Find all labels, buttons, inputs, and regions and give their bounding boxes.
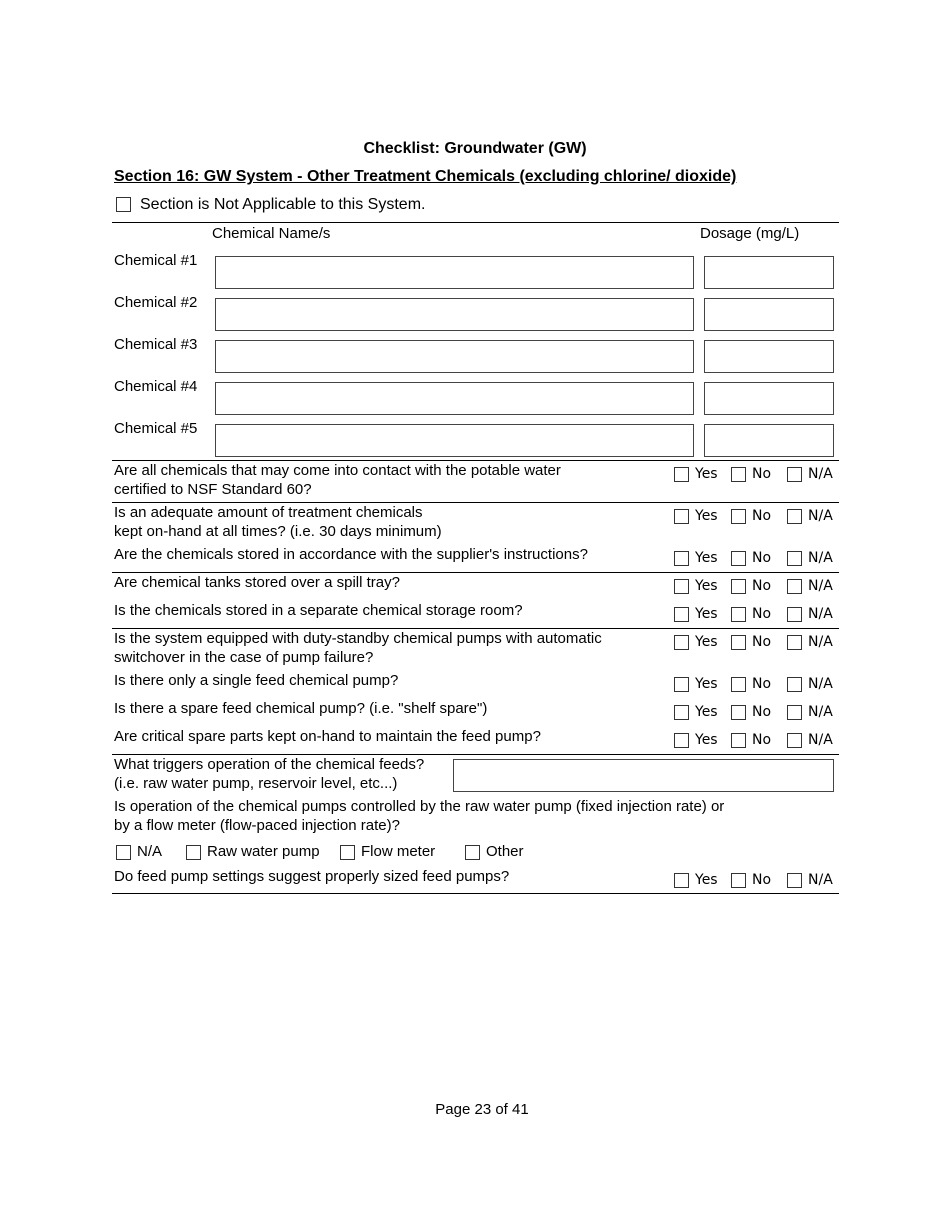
yes-no-na-group <box>674 578 844 596</box>
question-duty-standby-pumps: Is the system equipped with duty-standby chemical pumps with automatic switchover in the case of pump failure? <box>114 630 602 666</box>
no-checkbox[interactable] <box>731 705 746 720</box>
na-option[interactable]: N/A <box>787 676 833 692</box>
yes-option[interactable]: Yes <box>674 704 718 720</box>
question-nsf-certified: Are all chemicals that may come into contact with the potable water certified to NSF Standard 60? <box>114 462 561 498</box>
chemical-label: Chemical #5 <box>114 420 198 437</box>
dosage-input[interactable] <box>704 256 834 289</box>
na-option[interactable]: N/A <box>787 508 833 524</box>
no-option[interactable]: No <box>731 872 771 888</box>
chemical-label: Chemical #1 <box>114 252 198 269</box>
chemical-name-input[interactable] <box>215 382 694 415</box>
yes-no-na-group <box>674 872 844 890</box>
na-checkbox[interactable] <box>787 635 802 650</box>
na-option[interactable]: N/A <box>787 550 833 566</box>
no-checkbox[interactable] <box>731 579 746 594</box>
no-checkbox[interactable] <box>731 607 746 622</box>
yes-no-na-group <box>674 704 844 722</box>
question-spare-feed-pump: Is there a spare feed chemical pump? (i.e. "shelf spare") <box>114 700 488 717</box>
na-checkbox[interactable] <box>787 551 802 566</box>
no-option[interactable]: No <box>731 676 771 692</box>
no-option[interactable]: No <box>731 550 771 566</box>
chemical-label: Chemical #3 <box>114 336 198 353</box>
question-separate-storage-room: Is the chemicals stored in a separate chemical storage room? <box>114 602 523 619</box>
yes-option[interactable]: Yes <box>674 634 718 650</box>
yes-option[interactable]: Yes <box>674 578 718 594</box>
dosage-input[interactable] <box>704 382 834 415</box>
yes-checkbox[interactable] <box>674 873 689 888</box>
yes-checkbox[interactable] <box>674 607 689 622</box>
checkbox[interactable] <box>186 845 201 860</box>
checkbox[interactable] <box>465 845 480 860</box>
divider <box>112 893 839 894</box>
no-checkbox[interactable] <box>731 551 746 566</box>
chemical-name-header: Chemical Name/s <box>212 225 331 242</box>
yes-no-na-group <box>674 606 844 624</box>
yes-no-na-group <box>674 732 844 750</box>
control-option-flow-meter[interactable]: Flow meter <box>340 843 435 860</box>
control-option-other[interactable]: Other <box>465 843 524 860</box>
no-option[interactable]: No <box>731 606 771 622</box>
question-adequate-amount: Is an adequate amount of treatment chemicals kept on-hand at all times? (i.e. 30 days minimum) <box>114 504 442 540</box>
dosage-input[interactable] <box>704 340 834 373</box>
question-spill-tray: Are chemical tanks stored over a spill tray? <box>114 574 400 591</box>
yes-checkbox[interactable] <box>674 579 689 594</box>
yes-no-na-group <box>674 550 844 568</box>
dosage-header: Dosage (mg/L) <box>700 225 800 242</box>
no-checkbox[interactable] <box>731 677 746 692</box>
na-option[interactable]: N/A <box>787 732 833 748</box>
na-option[interactable]: N/A <box>787 578 833 594</box>
checkbox[interactable] <box>116 845 131 860</box>
no-checkbox[interactable] <box>731 873 746 888</box>
no-option[interactable]: No <box>731 634 771 650</box>
divider <box>112 222 839 223</box>
na-option[interactable]: N/A <box>787 704 833 720</box>
control-option-raw-water-pump[interactable]: Raw water pump <box>186 843 320 860</box>
yes-checkbox[interactable] <box>674 677 689 692</box>
no-checkbox[interactable] <box>731 509 746 524</box>
na-checkbox[interactable] <box>787 509 802 524</box>
yes-no-na-group <box>674 508 844 526</box>
checkbox[interactable] <box>340 845 355 860</box>
not-applicable-row <box>116 196 425 216</box>
yes-checkbox[interactable] <box>674 509 689 524</box>
question-critical-spare-parts: Are critical spare parts kept on-hand to maintain the feed pump? <box>114 728 541 745</box>
dosage-input[interactable] <box>704 424 834 457</box>
na-option[interactable]: N/A <box>787 466 833 482</box>
no-option[interactable]: No <box>731 466 771 482</box>
yes-option[interactable]: Yes <box>674 676 718 692</box>
no-checkbox[interactable] <box>731 733 746 748</box>
chemical-name-input[interactable] <box>215 256 694 289</box>
na-checkbox[interactable] <box>787 579 802 594</box>
yes-option[interactable]: Yes <box>674 606 718 622</box>
no-option[interactable]: No <box>731 704 771 720</box>
chemical-name-input[interactable] <box>215 340 694 373</box>
chemical-label: Chemical #4 <box>114 378 198 395</box>
na-checkbox[interactable] <box>787 705 802 720</box>
chemical-label: Chemical #2 <box>114 294 198 311</box>
yes-checkbox[interactable] <box>674 635 689 650</box>
yes-no-na-group <box>674 676 844 694</box>
question-stored-per-instructions: Are the chemicals stored in accordance with the supplier's instructions? <box>114 546 588 563</box>
no-option[interactable]: No <box>731 508 771 524</box>
feed-triggers-input[interactable] <box>453 759 834 792</box>
question-feed-triggers: What triggers operation of the chemical feeds? (i.e. raw water pump, reservoir level, etc...) <box>114 756 425 792</box>
na-checkbox[interactable] <box>787 677 802 692</box>
question-feed-pump-sizing: Do feed pump settings suggest properly sized feed pumps? <box>114 868 510 885</box>
no-checkbox[interactable] <box>731 467 746 482</box>
document-title: Checklist: Groundwater (GW) <box>363 140 587 157</box>
na-option[interactable]: N/A <box>787 606 833 622</box>
na-option[interactable]: N/A <box>787 872 833 888</box>
pump-control-options <box>116 843 576 863</box>
na-checkbox[interactable] <box>787 873 802 888</box>
dosage-input[interactable] <box>704 298 834 331</box>
yes-option[interactable]: Yes <box>674 508 718 524</box>
na-option[interactable]: N/A <box>787 634 833 650</box>
no-option[interactable]: No <box>731 732 771 748</box>
yes-option[interactable]: Yes <box>674 732 718 748</box>
na-checkbox[interactable] <box>787 467 802 482</box>
na-checkbox[interactable] <box>787 733 802 748</box>
yes-no-na-group <box>674 466 844 484</box>
chemical-name-input[interactable] <box>215 424 694 457</box>
yes-checkbox[interactable] <box>674 705 689 720</box>
chemical-name-input[interactable] <box>215 298 694 331</box>
question-single-feed-pump: Is there only a single feed chemical pump? <box>114 672 399 689</box>
yes-option[interactable]: Yes <box>674 550 718 566</box>
not-applicable-checkbox[interactable] <box>116 197 131 212</box>
yes-option[interactable]: Yes <box>674 872 718 888</box>
yes-no-na-group <box>674 634 844 652</box>
control-option-na[interactable]: N/A <box>116 843 162 860</box>
na-checkbox[interactable] <box>787 607 802 622</box>
no-checkbox[interactable] <box>731 635 746 650</box>
question-pump-control: Is operation of the chemical pumps controlled by the raw water pump (fixed injection rate) or by a flow meter (flow-paced injection rate)? <box>114 798 725 834</box>
page-number: Page 23 of 41 <box>435 1101 529 1118</box>
not-applicable-label: Section is Not Applicable to this System. <box>140 196 426 213</box>
yes-checkbox[interactable] <box>674 733 689 748</box>
yes-option[interactable]: Yes <box>674 466 718 482</box>
no-option[interactable]: No <box>731 578 771 594</box>
section-title: Section 16: GW System - Other Treatment Chemicals (excluding chlorine/ dioxide) <box>114 168 737 185</box>
yes-checkbox[interactable] <box>674 551 689 566</box>
yes-checkbox[interactable] <box>674 467 689 482</box>
